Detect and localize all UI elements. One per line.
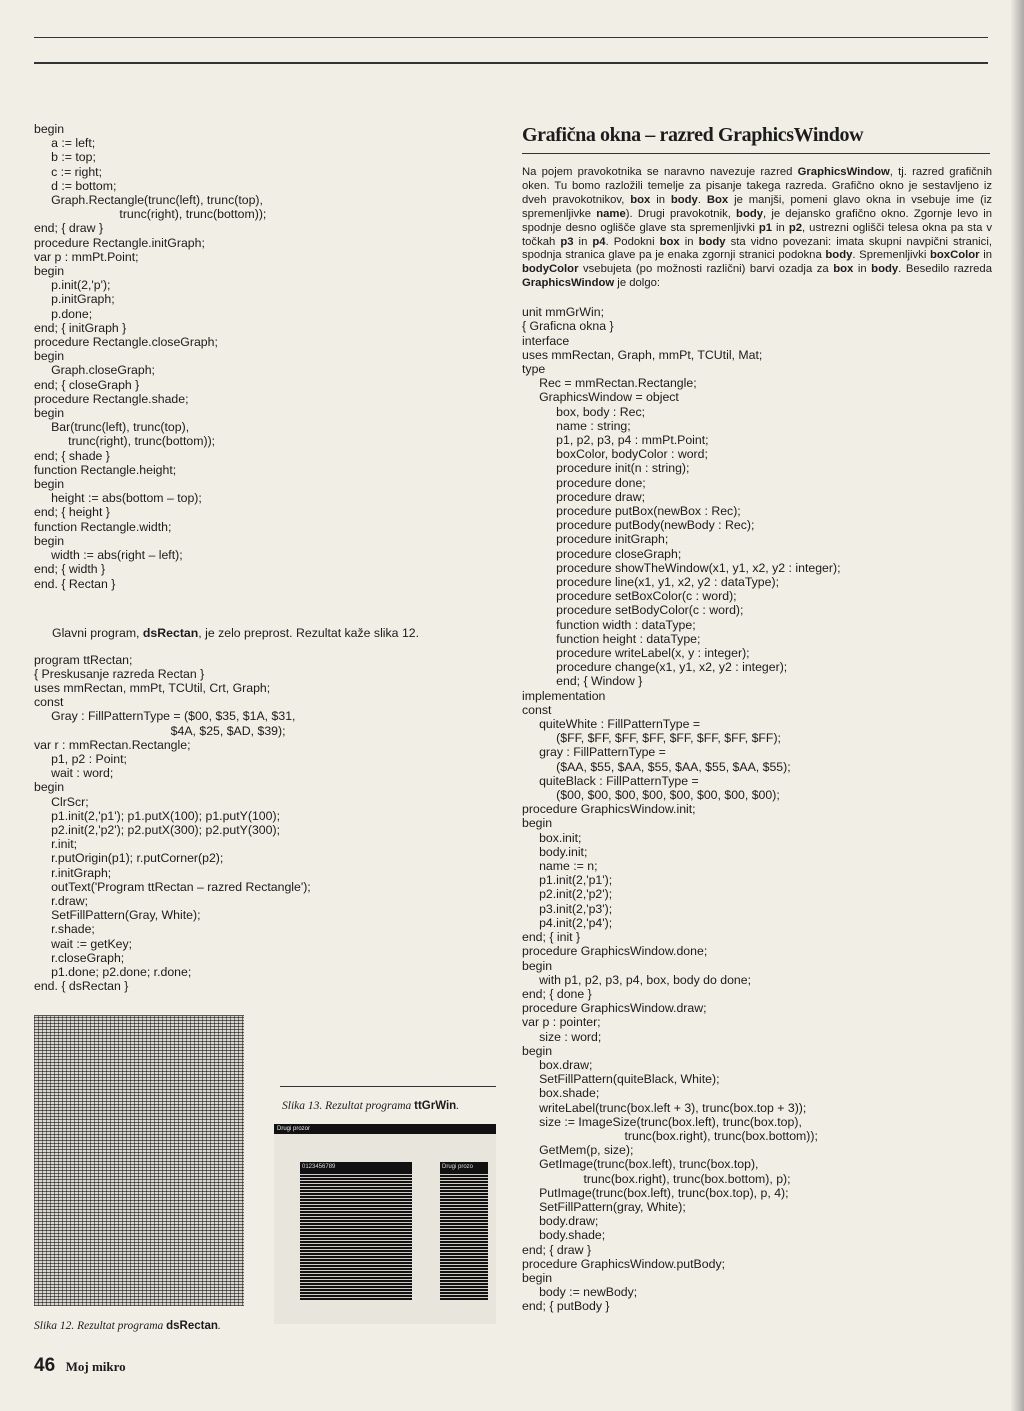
text-run: je manjši, pomeni glavo okna in vsebuje ime (iz spremenljivke <box>522 193 992 220</box>
bold-term: bodyColor <box>522 263 579 276</box>
bold-term: name <box>596 207 626 220</box>
bold-term: box <box>833 263 854 276</box>
figure-13-window-1 <box>300 1162 412 1300</box>
text-run: Na pojem pravokotnika se naravno navezuje razred <box>522 166 798 178</box>
bold-term: p2 <box>788 221 803 234</box>
text-run: ). Drugi pravokotnik, <box>625 207 737 220</box>
bold-term: body <box>670 193 698 206</box>
text-run: . Spremenljivki <box>852 249 930 262</box>
text-run: in <box>772 221 789 234</box>
bold-term: GraphicsWindow <box>522 277 615 290</box>
code-listing-ttrectan: program ttRectan; { Preskusanje razreda Rectan } uses mmRectan, mmPt, TCUtil, Crt, Graph; const Gray : FillPatternType = ($00, $35, $1A, $31, $4A, $25, $AD, $39); var r : mmRectan.Rectangle; p1, p2 : Point; wait : word; begin ClrScr; p1.init(2,'p1'); p1.putX(100); p1.putY(100); p2.init(2,'p2'); p2.putX(300); p2.putY(300); r.init; r.putOrigin(p1); r.putCorner(p2); r.initGraph; outText('Program ttRectan – razred Rectangle'); r.draw; SetFillPattern(Gray, White); r.shade; wait := getKey; r.closeGraph; p1.done; p2.done; r.done; end. { dsRectan } <box>34 652 311 994</box>
text-run: . Besedilo razreda <box>898 263 993 276</box>
section-heading: Grafična okna – razred GraphicsWindow <box>522 124 864 146</box>
bold-term: box <box>659 235 680 248</box>
bold-term: GraphicsWindow <box>797 166 890 178</box>
bold-term: p1 <box>758 221 773 234</box>
figure-13-screen-title: Drugi prozor <box>274 1124 496 1134</box>
figure-12-image <box>34 1015 244 1306</box>
left-column <box>34 122 504 993</box>
code-listing-graphicswindow: unit mmGrWin; { Graficna okna } interface uses mmRectan, Graph, mmPt, TCUtil, Mat; type Rec = mmRectan.Rectangle; GraphicsWindow = object box, body : Rec; name : string; p1, p2, p3, p4 : mmPt.Point; boxColor, bodyColor : word; procedure init(n : string); procedure done; procedure draw; procedure putBox(newBox : Rec); procedure putBody(newBody : Rec); procedure initGraph; procedure closeGraph; procedure showTheWindow(x1, y1, x2, y2 : integer); procedure line(x1, y1, x2, y2 : dataType); procedure setBoxColor(c : word); procedure setBodyColor(c : word); function width : dataType; function height : dataType; procedure writeLabel(x, y : integer); procedure change(x1, y1, x2, y2 : integer); end; { Window } implementation const quiteWhite : FillPatternType = ($FF, $FF, $FF, $FF, $FF, $FF, $FF, $FF); gray : FillPatternType = ($AA, $55, $AA, $55, $AA, $55, $AA, $55); quiteBlack : FillPatternType = ($00, $00, $00, $00, $00, $00, $00, $00); procedure GraphicsWindow.init; begin box.init; body.init; name := n; p1.init(2,'p1'); p2.init(2,'p2'); p3.init(2,'p3'); p4.init(2,'p4'); end; { init } procedure GraphicsWindow.done; begin with p1, p2, p3, p4, box, body do done; end; { done } procedure GraphicsWindow.draw; var p : pointer; size : word; begin box.draw; SetFillPattern(quiteBlack, White); box.shade; writeLabel(trunc(box.left + 3), trunc(box.top + 3)); size := ImageSize(trunc(box.left), trunc(box.top), trunc(box.right), trunc(box.bottom)); GetMem(p, size); GetImage(trunc(box.left), trunc(box.top), trunc(box.right), trunc(box.bottom), p); PutImage(trunc(box.left), trunc(box.top), p, 4); SetFillPattern(gray, White); body.draw; body.shade; end; { draw } procedure GraphicsWindow.putBody; begin body := newBody; end; { putBody } <box>522 305 841 1314</box>
text-run: in <box>679 235 699 248</box>
bold-term: p3 <box>560 235 574 248</box>
figure-13-rule <box>280 1086 496 1087</box>
bold-term: body <box>825 249 853 262</box>
page-edge-shadow <box>1010 0 1024 1411</box>
figure-13-window-2 <box>440 1162 488 1300</box>
top-rule-thick <box>34 62 988 64</box>
text-run: in <box>979 249 993 262</box>
bold-term: body <box>871 263 899 276</box>
figure-12-caption: Slika 12. Rezultat programa dsRectan. <box>34 1320 221 1332</box>
bold-term: boxColor <box>929 249 980 262</box>
bold-term: body <box>698 235 726 248</box>
magazine-name: Moj mikro <box>65 1359 126 1374</box>
text-run: . Podokni <box>605 235 660 248</box>
code-listing-rectangle: begin a := left; b := top; c := right; d := bottom; Graph.Rectangle(trunc(left), trunc(top), trunc(right), trunc(bottom)); end; { draw } procedure Rectangle.initGraph; var p : mmPt.Point; begin p.init(2,'p'); p.initGraph; p.done; end; { initGraph } procedure Rectangle.closeGraph; begin Graph.closeGraph; end; { closeGraph } procedure Rectangle.shade; begin Bar(trunc(left), trunc(top), trunc(right), trunc(bottom)); end; { shade } function Rectangle.height; begin height := abs(bottom – top); end; { height } function Rectangle.width; begin width := abs(right – left); end; { width } end. { Rectan } <box>34 122 267 591</box>
body-paragraph <box>522 166 992 291</box>
text-run: , je dejansko grafično okno. Zgornje levo in spodnje desno oglišče glave sta spremenljivki <box>522 207 992 234</box>
figure-13-image <box>274 1124 496 1324</box>
main-program-paragraph: Glavni program, dsRectan, je zelo preprost. Rezultat kaže slika 12. <box>52 625 420 640</box>
bold-term: Box <box>706 193 729 206</box>
top-rule <box>34 37 988 38</box>
bold-term: box <box>630 193 651 206</box>
text-run: , tj. razred grafičnih oken. Tu bomo razložili temelje za pisanje takega razreda. Grafično okno je sestavljeno iz dveh pravokotnikov, <box>522 166 993 206</box>
text-run: , ustrezni oglišči telesa okna pa sta v točkah <box>522 221 993 248</box>
text-run: sta vidno povezani: imata skupni navpični stranici, spodnja stranica glave pa je enaka zgornji stranici podokna <box>522 235 992 262</box>
figure-13-window-1-title: 0123456789 <box>300 1162 412 1172</box>
figure-13-caption: Slika 13. Rezultat programa ttGrWin. <box>282 1100 460 1112</box>
bold-term: body <box>736 207 764 220</box>
bold-term: p4 <box>592 235 606 248</box>
text-run: . <box>697 193 707 206</box>
text-run: vsebujeta (po možnosti različni) barvi ozadja za <box>578 263 834 276</box>
right-column <box>522 122 992 1314</box>
text-run: in <box>853 263 872 276</box>
text-run: in <box>650 193 671 206</box>
heading-rule <box>522 153 990 154</box>
page-footer <box>34 1355 126 1377</box>
text-run: je dolgo: <box>614 277 661 290</box>
page-number: 46 <box>34 1355 56 1376</box>
text-run: in <box>573 235 593 248</box>
figure-13-window-2-title: Drugi prozo <box>440 1162 488 1172</box>
